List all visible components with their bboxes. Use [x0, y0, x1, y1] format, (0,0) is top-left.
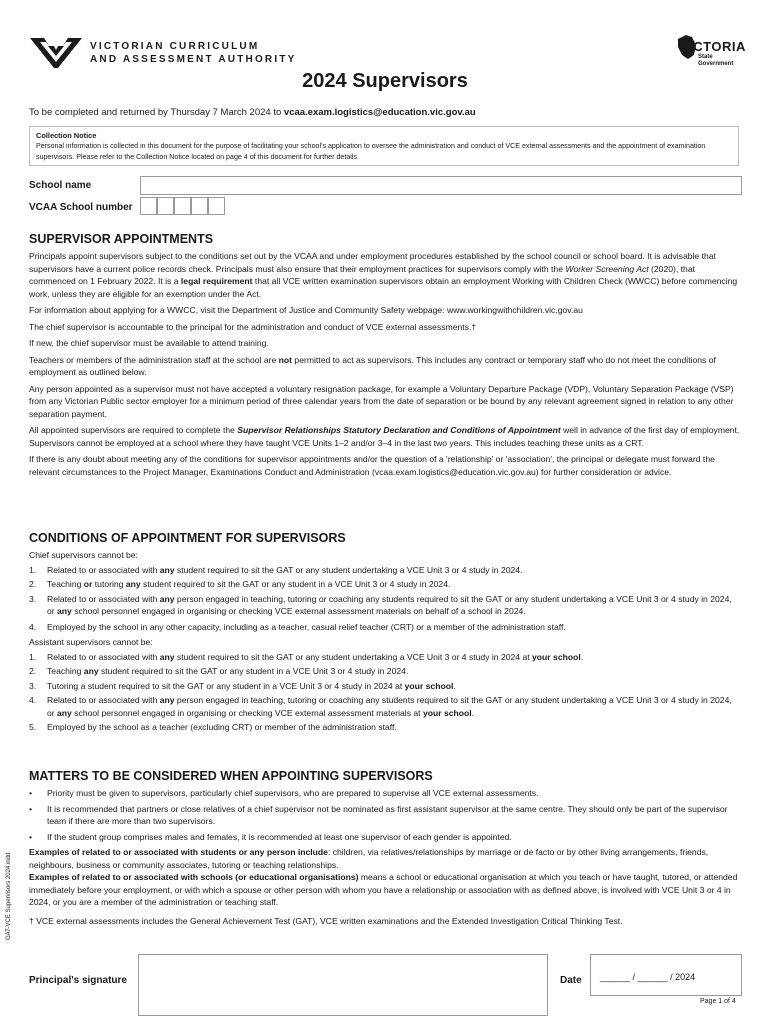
vcaa-logo-icon	[28, 34, 84, 70]
date-format: ______ / ______ / 2024	[600, 972, 696, 982]
appointments-para-7: All appointed supervisors are required to complete the Supervisor Relationships Statutory Declaration and Conditions of Appointment well in advance of the first day of employment. Supervisors cannot be employed at a school where they have taught VCE Units 1–2 and/or 3–4 in the last two years. This includes teaching these units as a CRT.	[29, 425, 740, 448]
date-label: Date	[560, 975, 582, 986]
side-code: GAT-VCE Supervisors 2024.indd	[6, 852, 12, 940]
assistant-condition-1: 1. Related to or associated with any student required to sit the GAT or any student undertaking a VCE Unit 3 or 4 study in 2024 at your school.	[29, 651, 584, 662]
school-number-label: VCAA School number	[29, 202, 133, 213]
school-number-digit-5[interactable]	[208, 197, 225, 215]
principal-signature-field[interactable]	[138, 954, 548, 1016]
matters-bullet-2: • It is recommended that partners or close relatives of a chief supervisor not be nominated as first assistant supervisor at the same centre. They should only be part of the supervisor team if there are more than two supervisors.	[29, 803, 728, 826]
page-title: 2024 Supervisors	[302, 70, 468, 92]
school-number-digit-2[interactable]	[157, 197, 174, 215]
assistant-condition-5: 5. Employed by the school as a teacher (excluding CRT) or member of the administration staff.	[29, 722, 397, 732]
instruction-text: To be completed and returned by Thursday 7 March 2024 to	[29, 107, 284, 118]
examples-schools: Examples of related to or associated with schools (or educational organisations) means a school or educational organisation at which you teach or have taught, tutored, or attended immediately before your employment, or with which a spouse or other person with whom you have a relationship or association with as defined above, is involved with VCE Unit 3 or 4 in 2024, or you are a member of the administration or teaching staff.	[29, 872, 738, 907]
matters-body	[29, 787, 741, 927]
gov-logo-state: State	[698, 54, 713, 60]
appointments-para-2: For information about applying for a WWCC, visit the Department of Justice and Community Safety webpage: www.workingwithchildren.vic.gov.au	[29, 305, 583, 315]
victoria-government-logo	[676, 33, 744, 73]
assistant-condition-2: 2. Teaching any student required to sit the GAT or any student in a VCE Unit 3 or 4 study in 2024.	[29, 666, 409, 676]
org-name-line2: AND ASSESSMENT AUTHORITY	[90, 54, 297, 65]
appointments-para-8: If there is any doubt about meeting any of the conditions for supervisor appointments and/or the question of a 'relationship' or 'association', the principal or delegate must forward the relevant circumstances to the Project Manager, Examinations Conduct and Administration (vcaa.exam.logistics@education.vic.gov.au) for further consideration or advice.	[29, 454, 715, 477]
org-name	[90, 40, 297, 66]
gov-logo-government: Government	[698, 61, 734, 67]
matters-bullet-1: • Priority must be given to supervisors, particularly chief supervisors, who are prepared to supervise all VCE external assessments.	[29, 788, 539, 798]
examples-students: Examples of related to or associated with students or any person include: children, via relatives/relationships by marriage or de facto or by other living arrangements, friends, neighbours, business or community associates, tutoring or teaching relationships.	[29, 847, 709, 870]
principal-signature-label: Principal's signature	[29, 975, 127, 986]
collection-notice-body: Personal information is collected in this document for the purpose of facilitating your school's application to oversee the administration and conduct of VCE external assessments and the appointment of examination supervisors. Please refer to the Collection Notice located on page 4 of this document for further details.	[36, 142, 706, 161]
org-name-line1: VICTORIAN CURRICULUM	[90, 41, 260, 52]
chief-intro: Chief supervisors cannot be:	[29, 550, 138, 560]
assistant-intro: Assistant supervisors cannot be:	[29, 637, 153, 647]
conditions-heading: CONDITIONS OF APPOINTMENT FOR SUPERVISORS	[29, 531, 346, 545]
chief-condition-2: 2. Teaching or tutoring any student required to sit the GAT or any student in a VCE Unit 3 or 4 study in 2024.	[29, 579, 451, 589]
school-name-label: School name	[29, 180, 92, 191]
chief-condition-4: 4. Employed by the school in any other capacity, including as a teacher, casual relief teacher (CRT) or a member of the administration staff.	[29, 621, 566, 632]
gov-logo-word: VICTORIA	[680, 39, 746, 54]
school-number-digit-1[interactable]	[140, 197, 157, 215]
matters-bullet-3: • If the student group comprises males and females, it is recommended at least one supervisor of each gender is appointed.	[29, 831, 512, 842]
assistant-condition-4: 4. Related to or associated with any person engaged in teaching, tutoring or coaching any students required to sit the GAT or any student undertaking a VCE Unit 3 or 4 study in 2024, or any school personnel engaged in organising or checking VCE external assessment materials at your school.	[29, 695, 732, 718]
school-number-digit-4[interactable]	[191, 197, 208, 215]
return-instruction	[29, 107, 476, 118]
instruction-email: vcaa.exam.logistics@education.vic.gov.au	[283, 107, 476, 118]
school-number-digit-3[interactable]	[174, 197, 191, 215]
appointments-para-4: If new, the chief supervisor must be available to attend training.	[29, 338, 269, 348]
appointments-para-1: Principals appoint supervisors subject to the conditions set out by the VCAA and under employment procedures established by the school council or school board. It is advisable that supervisors have a current police records check. Principals must also ensure that their employment practices for supervisors comply with the Worker Screening Act (2020), that commenced on 1 February 2022. It is a legal requirement that all VCE written examination supervisors obtain an employment Working with Children Check (WWCC) before commencing work, unless they are eligible for an exemption under the Act.	[29, 251, 738, 299]
conditions-body	[29, 549, 741, 734]
appointments-para-3: The chief supervisor is accountable to the principal for the administration and conduct of VCE external assessments.†	[29, 321, 477, 332]
appointments-para-6: Any person appointed as a supervisor must not have accepted a voluntary resignation package, for example a Voluntary Departure Package (VDP), Voluntary Separation Package (VSP) from any Victorian Public sector employer for a minimum period of three calendar years from the date of separation or be bound by any relevant agreement signed in relation to any other separation payment.	[29, 383, 734, 419]
chief-condition-1: 1. Related to or associated with any student required to sit the GAT or any student undertaking a VCE Unit 3 or 4 study in 2024.	[29, 564, 523, 575]
appointments-para-5: Teachers or members of the administration staff at the school are not permitted to act as supervisors. This includes any contract or temporary staff who do not meet the conditions of employment as outlined below.	[29, 354, 716, 377]
matters-heading: MATTERS TO BE CONSIDERED WHEN APPOINTING SUPERVISORS	[29, 769, 433, 783]
collection-notice	[29, 126, 739, 166]
assistant-condition-3: 3. Tutoring a student required to sit the GAT or any student in a VCE Unit 3 or 4 study in 2024 at your school.	[29, 680, 456, 691]
school-name-input[interactable]	[140, 176, 742, 195]
chief-condition-3: 3. Related to or associated with any person engaged in teaching, tutoring or coaching any students required to sit the GAT or any student undertaking a VCE Unit 3 or 4 study in 2024, or any school personnel engaged in organising or checking VCE external assessment materials on behalf of a school in 2024.	[29, 593, 732, 616]
appointments-heading: SUPERVISOR APPOINTMENTS	[29, 232, 214, 246]
collection-notice-heading: Collection Notice	[36, 131, 97, 140]
appointments-body	[29, 250, 741, 478]
page-number: Page 1 of 4	[700, 998, 736, 1005]
footnote: † VCE external assessments includes the General Achievement Test (GAT), VCE written examinations and the Extended Investigation Critical Thinking Test.	[29, 915, 623, 926]
